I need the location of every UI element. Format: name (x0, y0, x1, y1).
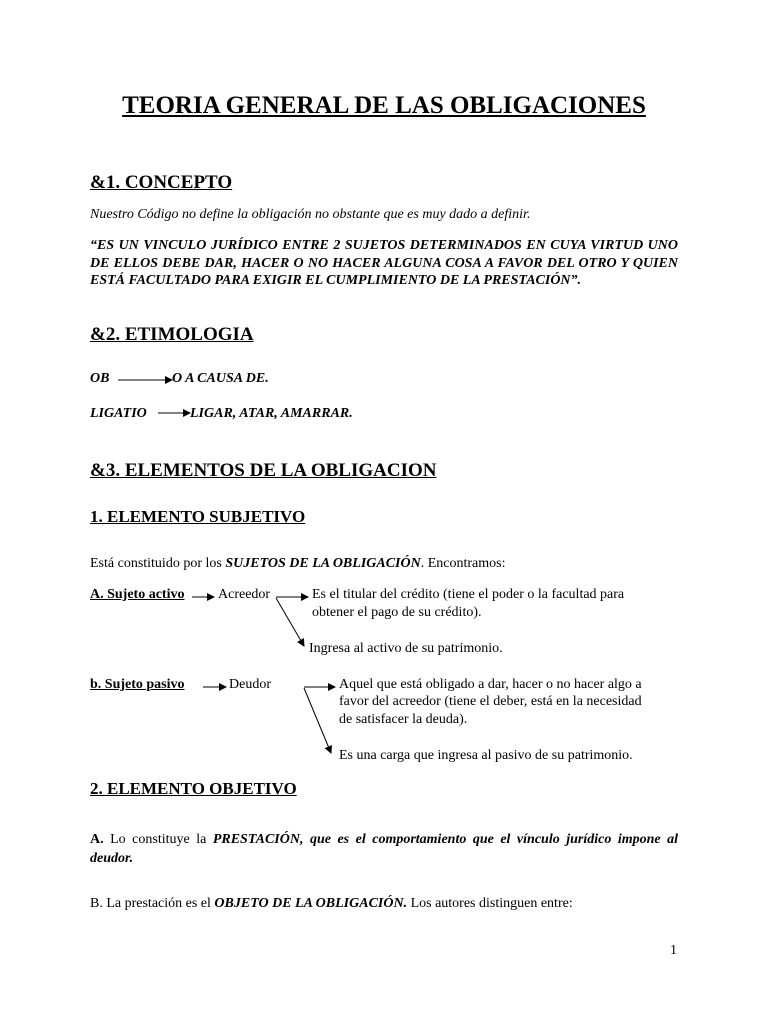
section-heading-concepto: &1. CONCEPTO (90, 172, 233, 193)
concepto-definition: “ES UN VINCULO JURÍDICO ENTRE 2 SUJETOS DETERMINADOS EN CUYA VIRTUD UNO DE ELLOS DEBE DAR, HACER O NO HACER ALGUNA COSA A FAVOR DEL OTRO Y QUIEN ESTÁ FACULTADO PARA EXIGIR EL CUMPLIMIENTO DE LA PRESTACIÓN”. (90, 238, 678, 288)
document-title: TEORIA GENERAL DE LAS OBLIGACIONES (122, 92, 646, 119)
deudor-term: Deudor (229, 677, 271, 692)
arrow-acreedor-note (276, 598, 304, 646)
subheading-elemento-subjetivo: 1. ELEMENTO SUBJETIVO (90, 507, 306, 526)
page-number: 1 (670, 943, 677, 958)
deudor-desc-line1: Aquel que está obligado a dar, hacer o no hacer algo a (339, 677, 642, 692)
acreedor-desc-line1: Es el titular del crédito (tiene el poder o la facultad para (312, 587, 625, 602)
deudor-desc-line3: de satisfacer la deuda). (339, 712, 468, 727)
sujeto-pasivo-label: b. Sujeto pasivo (90, 677, 185, 692)
objetivo-point-b: B. La prestación es el OBJETO DE LA OBLIGACIÓN. Los autores distinguen entre: (90, 896, 573, 911)
sujeto-activo-label: A. Sujeto activo (90, 587, 185, 602)
subheading-elemento-objetivo: 2. ELEMENTO OBJETIVO (90, 779, 297, 798)
subjetivo-intro: Está constituido por los SUJETOS DE LA OBLIGACIÓN. Encontramos: (90, 556, 506, 571)
concepto-intro: Nuestro Código no define la obligación no obstante que es muy dado a definir. (90, 207, 531, 222)
acreedor-desc-line2: obtener el pago de su crédito). (312, 605, 482, 620)
deudor-desc-line2: favor del acreedor (tiene el deber, está en la necesidad (339, 694, 642, 709)
etym-ob-meaning: O A CAUSA DE. (172, 371, 269, 386)
acreedor-note: Ingresa al activo de su patrimonio. (309, 641, 503, 656)
acreedor-term: Acreedor (218, 587, 271, 602)
etym-ligatio-meaning: LIGAR, ATAR, AMARRAR. (190, 406, 353, 421)
deudor-note: Es una carga que ingresa al pasivo de su patrimonio. (339, 748, 633, 763)
arrow-deudor-note (304, 688, 331, 753)
etym-ob-term: OB (90, 371, 110, 386)
objetivo-point-a: A. Lo constituye la PRESTACIÓN, que es el comportamiento que el vínculo jurídico impone al deudor. (90, 832, 678, 866)
section-heading-elementos: &3. ELEMENTOS DE LA OBLIGACION (90, 460, 437, 481)
etym-ligatio-term: LIGATIO (90, 406, 147, 421)
section-heading-etimologia: &2. ETIMOLOGIA (90, 324, 254, 345)
